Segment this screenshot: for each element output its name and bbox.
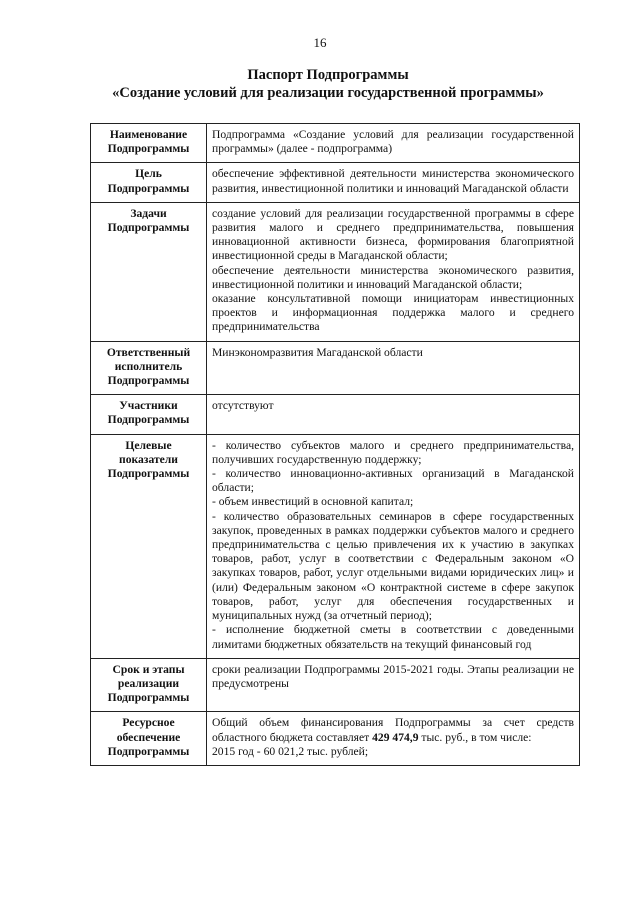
row-value: [207, 395, 580, 434]
value-line: - объем инвестиций в основной капитал;: [212, 495, 414, 509]
table-row: [91, 658, 580, 712]
row-label: Срок и этапы реализации Подпрограммы: [91, 658, 207, 712]
value-line: сроки реализации Подпрограммы 2015-2021 годы. Этапы реализации не предусмотрены: [212, 662, 574, 690]
value-line: оказание консультативной помощи инициаторам инвестиционных проектов и информационная поддержка малого и среднего предпринимательства: [212, 292, 574, 334]
value-line: создание условий для реализации государственной программы в сфере развития малого и среднего предпринимательства, повышения инновационной активности бизнеса, формирования благоприятной инвестиционной среды в Магаданской области;: [212, 206, 574, 263]
row-value: [207, 163, 580, 202]
value-line: - исполнение бюджетной сметы в соответствии с доведенными лимитами бюджетных обязательств на текущий финансовый год: [212, 623, 574, 651]
row-value: [207, 124, 580, 163]
page-number: 16: [313, 35, 327, 50]
funding-text: Общий объем финансирования Подпрограммы за счет средств областного бюджета составляет: [212, 716, 574, 744]
funding-text-tail: тыс. руб., в том числе:: [418, 730, 532, 744]
value-line: - количество инновационно-активных организаций в Магаданской области;: [212, 467, 574, 495]
funding-year: 2015 год - 60 021,2 тыс. рублей;: [212, 744, 369, 758]
table-row: [91, 434, 580, 658]
value-line: - количество образовательных семинаров в сфере государственных закупок, проведенных в рамках поддержки субъектов малого и среднего предпринимательства с целью привлечения их к участию в закупках товаров, работ, услуг в соответствии с Федеральным законом «О закупках товаров, работ, услуг отдельными видами юридических лиц» и (или) Федеральным законом «О контрактной системе в сфере закупок товаров, работ, услуг для обеспечения государственных и муниципальных нужд (за отчетный период);: [212, 509, 574, 623]
row-value: [207, 341, 580, 395]
row-value: [207, 434, 580, 658]
row-label: Целевые показатели Подпрограммы: [91, 434, 207, 658]
row-label: Ответственный исполнитель Подпрограммы: [91, 341, 207, 395]
row-value: [207, 202, 580, 341]
value-line: отсутствуют: [212, 399, 274, 413]
table-row: [91, 124, 580, 163]
row-label: Ресурсное обеспечение Подпрограммы: [91, 712, 207, 766]
value-line: - количество субъектов малого и среднего предпринимательства, получивших государственную поддержку;: [212, 438, 574, 466]
value-line: Подпрограмма «Создание условий для реализации государственной программы» (далее - подпрограмма): [212, 128, 574, 156]
value-line: Минэкономразвития Магаданской области: [212, 345, 423, 359]
row-value: [207, 658, 580, 712]
title-line-1: Паспорт Подпрограммы: [247, 67, 409, 83]
row-label: Задачи Подпрограммы: [91, 202, 207, 341]
funding-amount: 429 474,9: [372, 730, 419, 744]
title-line-2: «Создание условий для реализации государственной программы»: [112, 85, 544, 101]
row-label: Участники Подпрограммы: [91, 395, 207, 434]
table-row: [91, 712, 580, 766]
table-row: [91, 163, 580, 202]
value-line: обеспечение деятельности министерства экономического развития, инвестиционной политики и инноваций Магаданской области;: [212, 263, 574, 291]
table-row: [91, 341, 580, 395]
value-line: обеспечение эффективной деятельности министерства экономического развития, инвестиционной политики и инноваций Магаданской области: [212, 167, 574, 195]
passport-table: [90, 123, 580, 766]
table-row: [91, 395, 580, 434]
document-title: [40, 66, 616, 102]
row-label: Наименование Подпрограммы: [91, 124, 207, 163]
row-value: [207, 712, 580, 766]
table-row: [91, 202, 580, 341]
row-label: Цель Подпрограммы: [91, 163, 207, 202]
